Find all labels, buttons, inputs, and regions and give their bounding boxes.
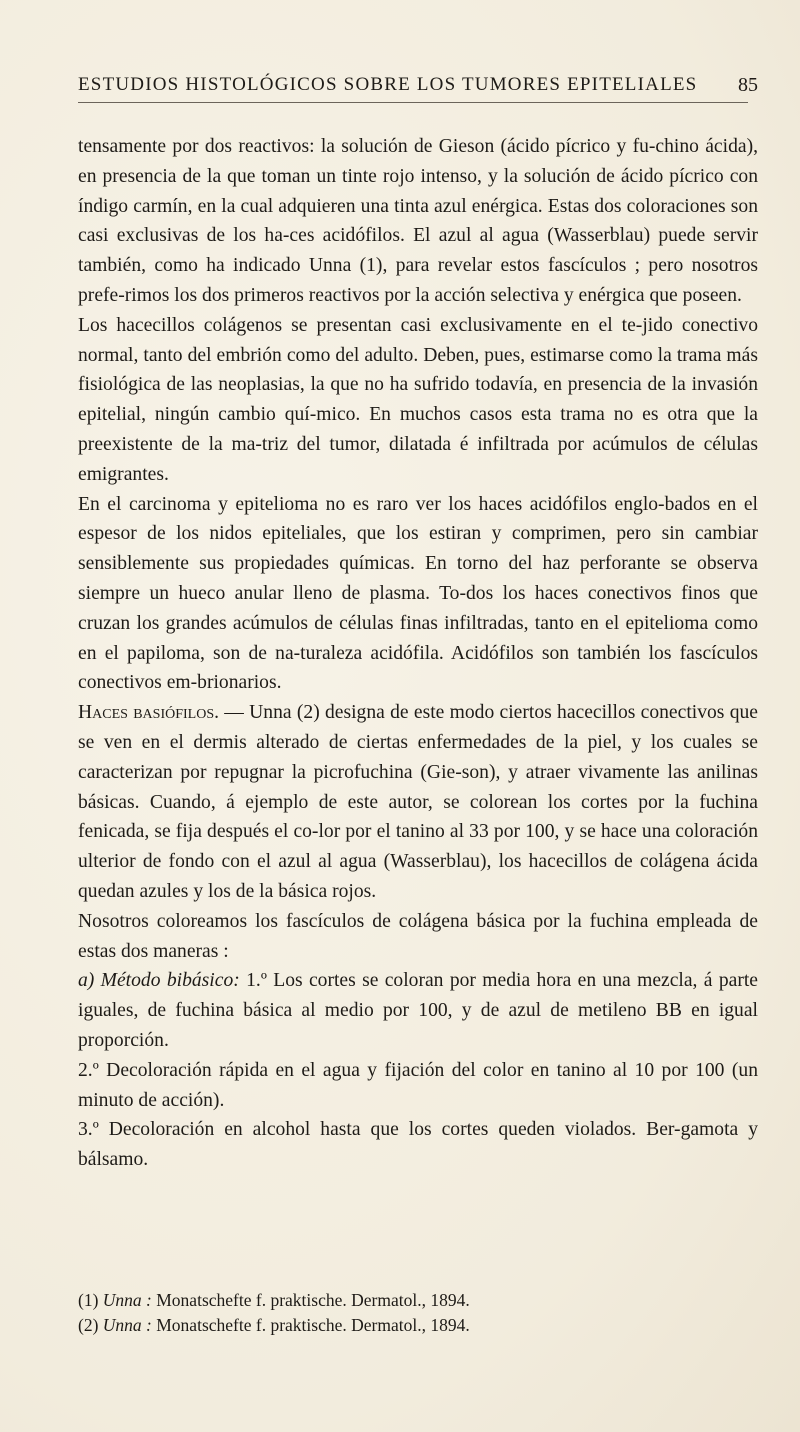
paragraph-2: Los hacecillos colágenos se presentan casi exclusivamente en el te-jido conectivo normal, tanto del embrión como del adulto. Deben, pues, estimarse como la trama más fisiológica de las neoplasias, la que no ha sufrido todavía, en presencia de la invasión epitelial, ningún cambio quí-mico. En muchos casos esta trama no es otra que la preexistente de la ma-triz del tumor, dilatada é infiltrada por acúmulos de células emigrantes. bbox=[78, 314, 758, 485]
method-step-1 bbox=[78, 966, 758, 1055]
basofilos-text: — Unna (2) designa de este modo ciertos hacecillos conectivos que se ven en el dermis alterado de ciertas enfermedades de la piel, y los cuales se caracterizan por repugnar la picrofuchina (Gie-son), y atraer vivamente las anilinas básicas. Cuando, á ejemplo de este autor, se colorean los cortes por la fuchina fenicada, se fija después el co-lor por el tanino al 33 por 100, y se hace una coloración ulterior de fondo con el azul al agua (Wasserblau), los hacecillos de colágena ácida quedan azules y los de la básica rojos. bbox=[78, 702, 758, 902]
method-step-3: 3.º Decoloración en alcohol hasta que los cortes queden violados. Ber-gamota y bálsamo. bbox=[78, 1119, 758, 1171]
page-number: 85 bbox=[738, 74, 758, 96]
footnote-1 bbox=[78, 1288, 758, 1313]
header-rule bbox=[78, 102, 748, 103]
footnote-1-mark: (1) bbox=[78, 1290, 103, 1310]
paragraph-3: En el carcinoma y epitelioma no es raro ver los haces acidófilos englo-bados en el espesor de los nidos epiteliales, que los estiran y comprimen, pero sin cambiar sensiblemente sus propiedades químicas. En torno del haz perforante se observa siempre un hueco anular lleno de plasma. To-dos los haces conectivos finos que cruzan los grandes acúmulos de células finas infiltradas, tanto en el epitelioma como en el papiloma, son de na-turaleza acidófila. Acidófilos son también los fascículos conectivos em-brionarios. bbox=[78, 493, 758, 694]
footnote-2-mark: (2) bbox=[78, 1315, 103, 1335]
footnote-2-author: Unna : bbox=[102, 1315, 152, 1335]
paragraph-basofilos bbox=[78, 698, 758, 907]
footnote-1-text: Monatschefte f. praktische. Dermatol., 1894. bbox=[151, 1290, 470, 1310]
running-title: ESTUDIOS HISTOLÓGICOS SOBRE LOS TUMORES EPITELIALES bbox=[78, 74, 698, 95]
paragraph-1: tensamente por dos reactivos: la solución de Gieson (ácido pícrico y fu-chino ácida), en presencia de la que toman un tinte rojo intenso, y la solución de ácido pícrico con índigo carmín, en la cual adquieren una tinta azul enérgica. Estas dos coloraciones son casi exclusivas de los ha-ces acidófilos. El azul al agua (Wasserblau) puede servir también, como ha indicado Unna (1), para revelar estos fascículos ; pero nosotros prefe-rimos los dos primeros reactivos por la acción selectiva y enérgica que poseen. bbox=[78, 136, 758, 306]
body-text bbox=[78, 132, 758, 1175]
footnote-2-text: Monatschefte f. praktische. Dermatol., 1894. bbox=[151, 1315, 470, 1335]
method-step-1-text: 1.º Los cortes se coloran por media hora en una mezcla, á parte iguales, de fuchina básica al medio por 100, y de azul de metileno BB en igual proporción. bbox=[78, 970, 758, 1051]
method-label: a) Método bibásico: bbox=[78, 970, 240, 992]
page-header bbox=[78, 74, 758, 104]
method-step-2: 2.º Decoloración rápida en el agua y fijación del color en tanino al 10 por 100 (un minuto de acción). bbox=[78, 1059, 758, 1111]
footnote-1-author: Unna : bbox=[102, 1290, 152, 1310]
footnote-2 bbox=[78, 1313, 758, 1338]
footnotes bbox=[78, 1288, 758, 1338]
paragraph-nosotros: Nosotros coloreamos los fascículos de colágena básica por la fuchina empleada de estas dos maneras : bbox=[78, 910, 758, 962]
basofilos-heading: Haces basiófilos. bbox=[78, 702, 220, 724]
